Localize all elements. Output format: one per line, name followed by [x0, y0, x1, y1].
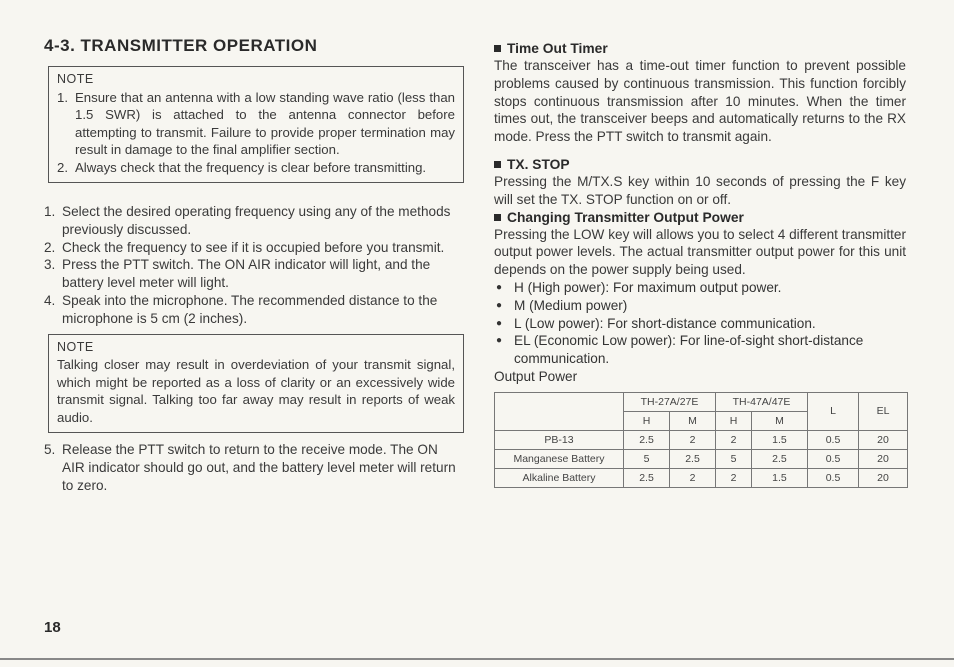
- table-row-label: Alkaline Battery: [495, 468, 624, 487]
- procedure-steps: [44, 203, 458, 328]
- list-item-text: L (Low power): For short-distance communication.: [514, 315, 816, 331]
- table-cell: 2.5: [624, 468, 670, 487]
- note-item-number: 1.: [57, 89, 68, 105]
- bottom-divider: [0, 658, 954, 660]
- table-cell: 20: [859, 449, 908, 468]
- list-item-text: M (Medium power): [514, 297, 628, 313]
- table-group-header: TH-27A/27E: [624, 392, 716, 411]
- subheading-text: Changing Transmitter Output Power: [507, 209, 744, 225]
- output-power-label: Output Power: [494, 368, 578, 384]
- note-item-text: Always check that the frequency is clear before transmitting.: [75, 159, 427, 175]
- table-cell: 2.5: [624, 430, 670, 449]
- table-header-row: [495, 392, 908, 411]
- table-cell: 2: [716, 468, 752, 487]
- left-column: [44, 36, 458, 494]
- step-number: 2.: [44, 239, 56, 255]
- procedure-step: [44, 441, 458, 494]
- table-cell: 5: [716, 449, 752, 468]
- step-number: 4.: [44, 292, 56, 308]
- note-item: [57, 89, 455, 159]
- table-cell: 20: [859, 468, 908, 487]
- table-cell: 0.5: [808, 449, 859, 468]
- square-bullet-icon: [494, 45, 501, 52]
- bullet-dot-icon: ●: [496, 299, 503, 311]
- step-number: 1.: [44, 204, 56, 219]
- table-cell: 1.5: [751, 430, 807, 449]
- procedure-step: [44, 256, 458, 292]
- table-cell: 1.5: [751, 468, 807, 487]
- table-column-header: H: [716, 411, 752, 430]
- note-item: [57, 159, 455, 177]
- paragraph-output-power: Pressing the LOW key will allows you to select 4 different transmitter output power levels. The actual transmitter output power for this unit depends on the power supply being used.: [494, 226, 906, 278]
- bullet-dot-icon: ●: [496, 281, 503, 293]
- note-item-text: Ensure that an antenna with a low standing wave ratio (less than 1.5 SWR) is attached to the antenna connector before attempting to transmit. Failure to provide proper termination may result in damage to the final amplifier section.: [75, 89, 455, 157]
- table-row: [495, 430, 908, 449]
- table-column-header: M: [670, 411, 716, 430]
- note-title: NOTE: [57, 339, 94, 354]
- table-column-header: H: [624, 411, 670, 430]
- subheading-output-power: [494, 209, 906, 226]
- table-column-header: L: [808, 392, 859, 430]
- table-row-label: Manganese Battery: [495, 449, 624, 468]
- table-cell: 0.5: [808, 430, 859, 449]
- section-heading: 4-3. TRANSMITTER OPERATION: [44, 36, 318, 55]
- bullet-dot-icon: ●: [496, 335, 503, 347]
- table-cell: 20: [859, 430, 908, 449]
- step-number: 3.: [44, 257, 56, 273]
- power-level-list: [494, 279, 906, 368]
- note-box-antenna: [48, 66, 464, 183]
- table-cell: 2: [716, 430, 752, 449]
- note-box-microphone: [48, 334, 464, 434]
- table-column-header: EL: [859, 392, 908, 430]
- page-number: 18: [44, 619, 61, 636]
- right-column: [494, 40, 906, 488]
- table-row-label: PB-13: [495, 430, 624, 449]
- square-bullet-icon: [494, 161, 501, 168]
- note-title: NOTE: [57, 72, 94, 86]
- subheading-tx-stop: [494, 156, 906, 173]
- table-cell: 5: [624, 449, 670, 468]
- table-cell: 2: [670, 468, 716, 487]
- table-corner-cell: [495, 392, 624, 430]
- step-text: Press the PTT switch. The ON AIR indicator will light, and the battery level meter will light.: [62, 257, 431, 291]
- subheading-time-out-timer: [494, 40, 906, 57]
- table-column-header: M: [751, 411, 807, 430]
- step-number: 5.: [44, 442, 56, 458]
- procedure-step: [44, 292, 458, 328]
- paragraph-tx-stop: Pressing the M/TX.S key within 10 seconds of pressing the F key will set the TX. STOP function on or off.: [494, 173, 906, 207]
- list-item: [494, 297, 906, 315]
- procedure-step: [44, 203, 458, 239]
- procedure-step: [44, 239, 458, 257]
- note-item-number: 2.: [57, 159, 68, 175]
- subheading-text: Time Out Timer: [507, 41, 608, 56]
- table-group-header: TH-47A/47E: [716, 392, 808, 411]
- list-item: [494, 279, 906, 297]
- step-text: Check the frequency to see if it is occupied before you transmit.: [62, 239, 445, 255]
- list-item-text: H (High power): For maximum output power.: [514, 279, 782, 295]
- list-item-text: EL (Economic Low power): For line-of-sight short-distance communication.: [514, 333, 864, 367]
- note-list: [57, 89, 455, 177]
- list-item: [494, 315, 906, 333]
- list-item: [494, 332, 906, 368]
- bullet-dot-icon: ●: [496, 317, 503, 329]
- table-cell: 2: [670, 430, 716, 449]
- note-text: Talking closer may result in overdeviation of your transmit signal, which might be reported as a loss of clarity or an excessively wide transmit signal. Talking too far away may result in reports of weak audio.: [57, 357, 455, 425]
- paragraph-time-out: The transceiver has a time-out timer function to prevent possible problems caused by continuous transmission. This function forcibly stops continuous transmission after 10 minutes. When the timer times out, the transceiver beeps and automatically returns to the RX mode. Press the PTT switch to transmit again.: [494, 58, 906, 145]
- table-cell: 2.5: [751, 449, 807, 468]
- table-cell: 2.5: [670, 449, 716, 468]
- output-power-table: [494, 392, 908, 488]
- square-bullet-icon: [494, 214, 501, 221]
- step-text: Release the PTT switch to return to the receive mode. The ON AIR indicator should go out, and the battery level meter will return to zero.: [62, 442, 456, 493]
- table-row: [495, 449, 908, 468]
- subheading-text: TX. STOP: [507, 156, 570, 172]
- step-text: Speak into the microphone. The recommended distance to the microphone is 5 cm (2 inches).: [62, 292, 438, 326]
- table-cell: 0.5: [808, 468, 859, 487]
- step-text: Select the desired operating frequency using any of the methods previously discussed.: [62, 204, 451, 237]
- table-row: [495, 468, 908, 487]
